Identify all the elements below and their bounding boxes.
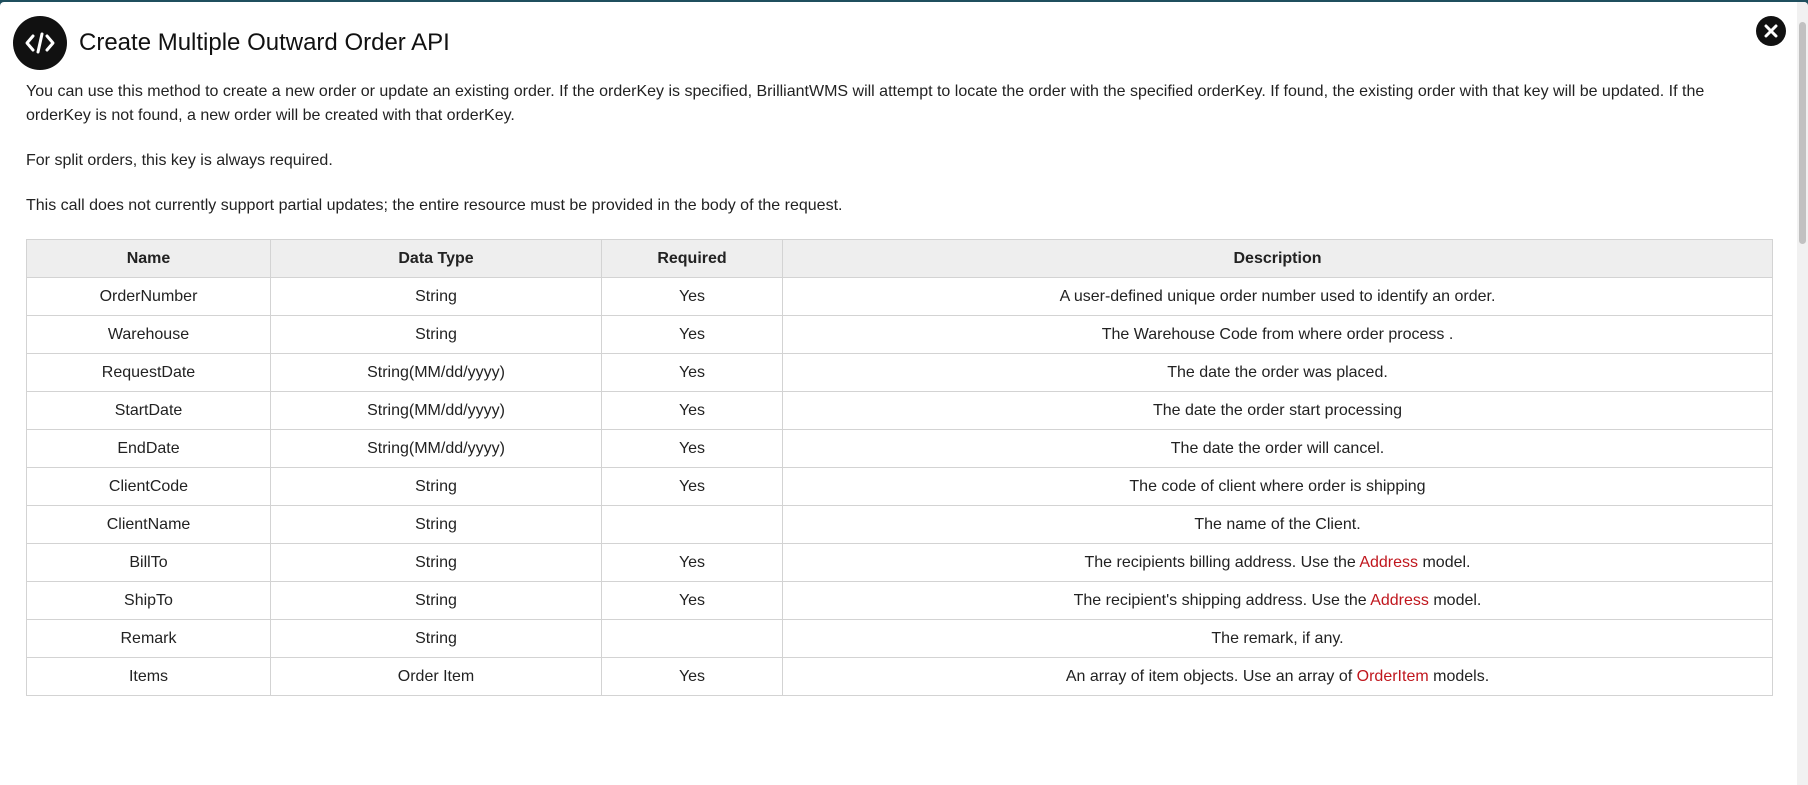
description-text: The date the order start processing (1152, 401, 1403, 419)
split-orders-note: For split orders, this key is always required. (26, 152, 333, 169)
description-text-suffix: model. (1428, 591, 1482, 609)
table-row (27, 544, 1773, 582)
header-data-type: Data Type (271, 240, 602, 278)
model-link[interactable]: Address (1370, 591, 1429, 609)
required-cell: Yes (602, 316, 783, 354)
description-text: The Warehouse Code from where order process . (1101, 325, 1454, 343)
field-name-cell: BillTo (27, 544, 271, 582)
description-cell (783, 354, 1773, 392)
field-name-cell: OrderNumber (27, 278, 271, 316)
table-row (27, 354, 1773, 392)
header-description: Description (783, 240, 1773, 278)
description-text-suffix: model. (1418, 553, 1471, 571)
description-text: The code of client where order is shipping (1129, 477, 1426, 495)
required-cell (602, 620, 783, 658)
description-cell (783, 620, 1773, 658)
table-row (27, 316, 1773, 354)
required-cell: Yes (602, 354, 783, 392)
description-text: A user-defined unique order number used to identify an order. (1059, 287, 1496, 305)
fields-table (26, 239, 1773, 696)
field-name-cell: ClientName (27, 506, 271, 544)
model-link[interactable]: OrderItem (1356, 667, 1429, 685)
description-cell (783, 278, 1773, 316)
data-type-cell: Order Item (271, 658, 602, 696)
header-name: Name (27, 240, 271, 278)
data-type-cell: String (271, 506, 602, 544)
description-text: The remark, if any. (1211, 629, 1344, 647)
description-cell (783, 506, 1773, 544)
data-type-cell: String (271, 582, 602, 620)
data-type-cell: String (271, 468, 602, 506)
table-header-row (27, 240, 1773, 278)
required-cell: Yes (602, 430, 783, 468)
data-type-cell: String (271, 316, 602, 354)
field-name-cell: Warehouse (27, 316, 271, 354)
scrollbar-thumb[interactable] (1799, 22, 1806, 244)
field-name-cell: StartDate (27, 392, 271, 430)
description-text: An array of item objects. Use an array of (1065, 667, 1357, 685)
description-cell (783, 658, 1773, 696)
field-name-cell: Items (27, 658, 271, 696)
required-cell (602, 506, 783, 544)
required-cell: Yes (602, 582, 783, 620)
data-type-cell: String (271, 278, 602, 316)
description-text: The date the order was placed. (1167, 363, 1388, 381)
description-cell (783, 468, 1773, 506)
intro-paragraph: You can use this method to create a new order or update an existing order. If the orderKey is specified, BrilliantWMS will attempt to locate the order with the specified orderKey. If found, the existing order with that key will be updated. If the orderKey is not found, a new order will be created with that orderKey. (26, 83, 1705, 124)
description-cell (783, 392, 1773, 430)
description-text: The name of the Client. (1194, 515, 1361, 533)
data-type-cell: String (271, 544, 602, 582)
required-cell: Yes (602, 544, 783, 582)
model-link[interactable]: Address (1359, 553, 1419, 571)
table-row (27, 392, 1773, 430)
table-row (27, 658, 1773, 696)
field-name-cell: RequestDate (27, 354, 271, 392)
code-icon (13, 16, 67, 70)
required-cell: Yes (602, 658, 783, 696)
table-row (27, 620, 1773, 658)
modal-content (26, 80, 1772, 696)
description-text: The recipient's shipping address. Use the (1073, 591, 1371, 609)
description-text-suffix: models. (1428, 667, 1490, 685)
table-row (27, 582, 1773, 620)
field-name-cell: ShipTo (27, 582, 271, 620)
api-modal (0, 2, 1808, 785)
vertical-scrollbar[interactable] (1797, 2, 1808, 785)
modal-title: Create Multiple Outward Order API (79, 29, 450, 56)
description-cell (783, 544, 1773, 582)
description-text: The date the order will cancel. (1170, 439, 1385, 457)
table-row (27, 506, 1773, 544)
field-name-cell: EndDate (27, 430, 271, 468)
description-cell (783, 316, 1773, 354)
data-type-cell: String(MM/dd/yyyy) (271, 354, 602, 392)
field-name-cell: ClientCode (27, 468, 271, 506)
description-cell (783, 430, 1773, 468)
data-type-cell: String (271, 620, 602, 658)
modal-header (13, 15, 450, 71)
description-text: The recipients billing address. Use the (1084, 553, 1360, 571)
table-row (27, 278, 1773, 316)
header-required: Required (602, 240, 783, 278)
data-type-cell: String(MM/dd/yyyy) (271, 392, 602, 430)
field-name-cell: Remark (27, 620, 271, 658)
required-cell: Yes (602, 392, 783, 430)
partial-updates-note: This call does not currently support partial updates; the entire resource must be provided in the body of the request. (26, 197, 843, 214)
required-cell: Yes (602, 468, 783, 506)
close-button[interactable] (1756, 16, 1786, 46)
description-cell (783, 582, 1773, 620)
table-row (27, 430, 1773, 468)
close-icon (1764, 24, 1778, 38)
data-type-cell: String(MM/dd/yyyy) (271, 430, 602, 468)
required-cell: Yes (602, 278, 783, 316)
table-body (27, 278, 1773, 696)
table-row (27, 468, 1773, 506)
